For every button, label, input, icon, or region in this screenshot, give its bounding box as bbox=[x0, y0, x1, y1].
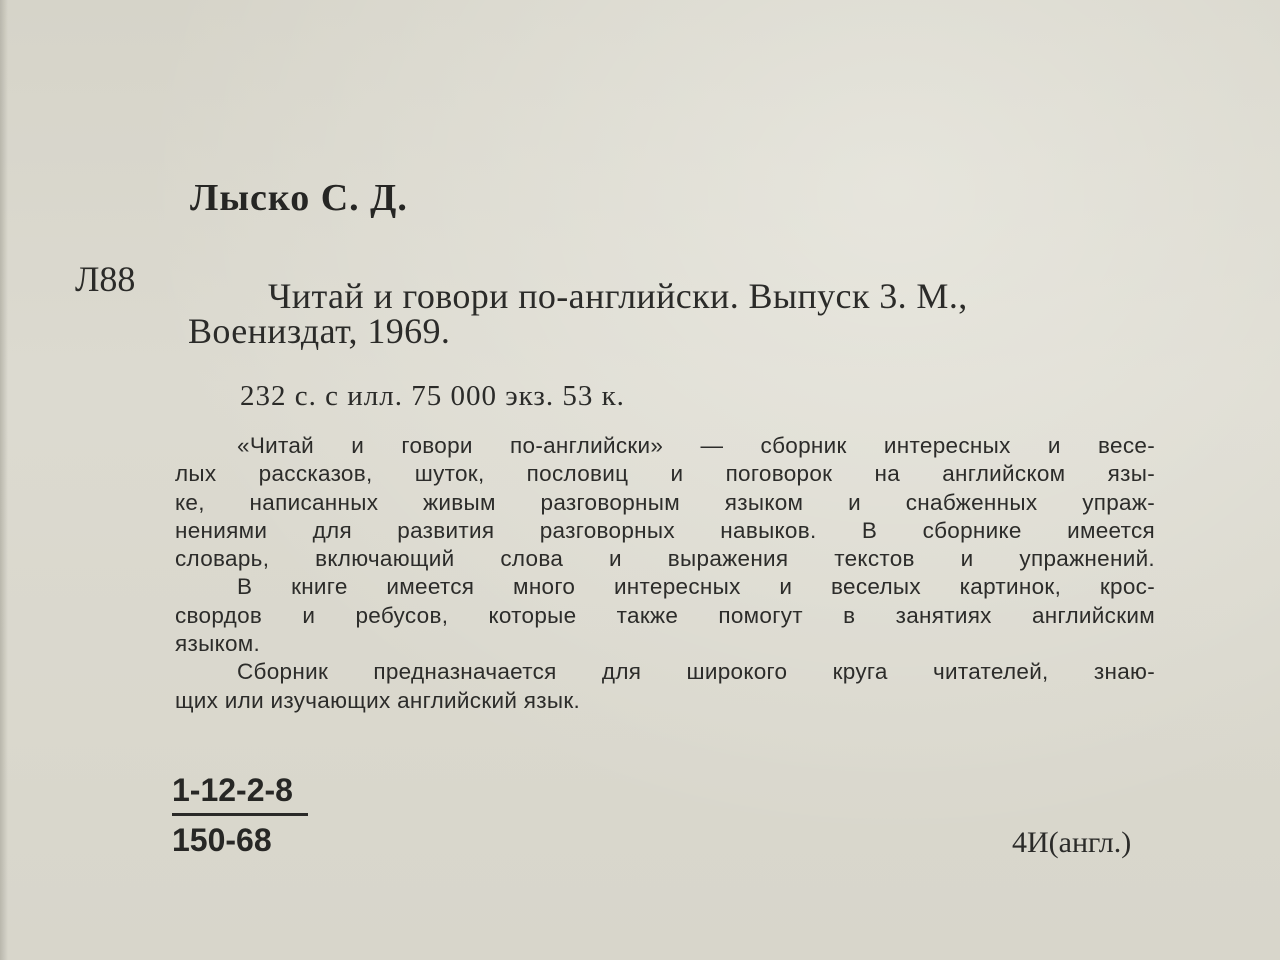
index-denominator: 150-68 bbox=[172, 822, 272, 858]
physical-description: 232 с. с илл. 75 000 экз. 53 к. bbox=[240, 380, 625, 412]
annotation-line: лых рассказов, шуток, пословиц и поговорок на английском язы- bbox=[175, 461, 1155, 487]
annotation-line: «Читай и говори по-английски» — сборник интересных и весе- bbox=[237, 433, 1155, 458]
annotation-line: языком. bbox=[175, 631, 261, 657]
annotation-line: нениями для развития разговорных навыков. В сборнике имеется bbox=[175, 517, 1155, 543]
annotation-line: щих или изучающих английский язык. bbox=[175, 687, 581, 713]
annotation-line: ке, написанных живым разговорным языком и снабженных упраж- bbox=[175, 489, 1155, 515]
catalog-code: Л88 bbox=[75, 259, 136, 299]
book-title-line-2: Воениздат, 1969. bbox=[188, 311, 451, 351]
index-numerator: 1-12-2-8 bbox=[172, 772, 293, 808]
annotation-line: В книге имеется много интересных и веселых картинок, крос- bbox=[237, 574, 1155, 600]
annotation-paragraph bbox=[175, 432, 1155, 715]
classification-code: 4И(англ.) bbox=[1012, 826, 1132, 859]
index-fraction bbox=[172, 772, 308, 859]
fraction-bar bbox=[172, 813, 308, 816]
annotation-line: Сборник предназначается для широкого круга читателей, знаю- bbox=[237, 659, 1155, 685]
author-name: Лыско С. Д. bbox=[190, 177, 408, 219]
page-edge-shadow bbox=[0, 0, 8, 960]
annotation-line: свордов и ребусов, которые также помогут в занятиях английским bbox=[175, 602, 1155, 628]
annotation-line: словарь, включающий слова и выражения текстов и упражнений. bbox=[175, 546, 1155, 572]
book-title-line-1: Читай и говори по-английски. Выпуск 3. М., bbox=[268, 276, 968, 316]
